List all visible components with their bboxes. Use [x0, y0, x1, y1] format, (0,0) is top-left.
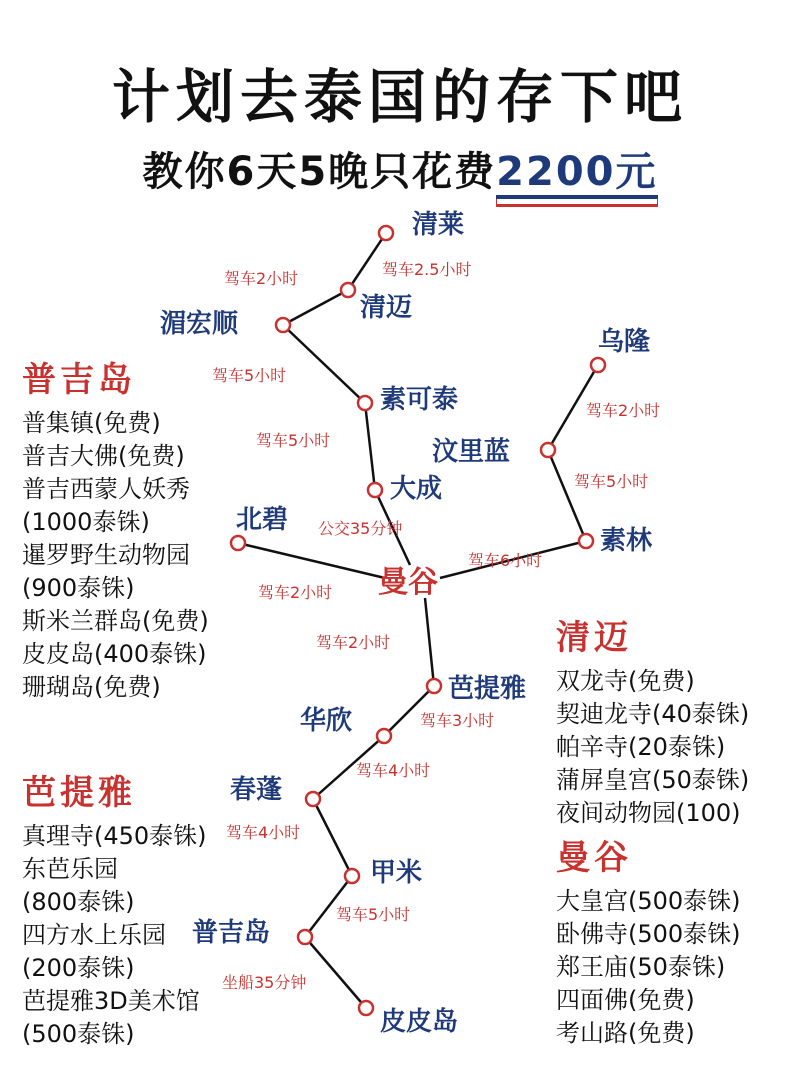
link-phuket-phiphi: [305, 937, 366, 1008]
node-sukhothai: [358, 396, 372, 410]
city-label-phuket: 普吉岛: [192, 918, 271, 948]
edge-label-krabi-phuket: 驾车5小时: [336, 905, 411, 924]
panel-phuket: [22, 352, 209, 704]
title-part2: 的存下吧: [432, 63, 689, 131]
list-item: (900泰铢): [22, 574, 135, 602]
node-maehongson: [276, 318, 290, 332]
edge-label-phuket-phiphi: 坐船35分钟: [222, 973, 307, 992]
list-item: 蒲屏皇宫(50泰铢): [556, 766, 750, 794]
node-huahin: [377, 729, 391, 743]
link-sukhothai-ayutthaya: [365, 403, 375, 490]
panel-chiangmai: [556, 610, 749, 830]
link-maehongson-chiangmai: [283, 290, 348, 325]
list-item: (800泰铢): [22, 888, 135, 916]
panel-heading: 普吉岛: [22, 360, 136, 400]
panel-bangkok: [556, 830, 741, 1050]
city-label-bangkok: 曼谷: [378, 565, 438, 600]
edge-label-maehongson-sukhothai: 驾车5小时: [212, 366, 287, 385]
node-ubon: [591, 358, 605, 372]
title-highlight: 泰国: [303, 63, 432, 131]
city-label-surin: 素林: [600, 526, 653, 556]
edge-label-ayutthaya-bangkok: 公交35分钟: [318, 519, 403, 538]
panel-heading: 清迈: [556, 618, 632, 658]
list-item: 四方水上乐园: [22, 921, 166, 949]
subtitle-text: 教你6天5晚只花费: [142, 149, 497, 195]
city-label-sukhothai: 素可泰: [380, 385, 459, 415]
list-item: 考山路(免费): [556, 1019, 695, 1047]
list-item: 四面佛(免费): [556, 986, 695, 1014]
city-label-krabi: 甲米: [370, 858, 423, 888]
node-chiangrai: [379, 226, 393, 240]
node-phiphi: [359, 1001, 373, 1015]
list-item: 大皇宫(500泰铢): [556, 887, 741, 915]
list-item: 帕辛寺(20泰铢): [556, 733, 726, 761]
node-pattaya: [427, 679, 441, 693]
list-item: 真理寺(450泰铢): [22, 822, 207, 850]
city-label-pattaya: 芭提雅: [448, 674, 527, 704]
list-item: 皮皮岛(400泰铢): [22, 640, 207, 668]
list-item: (1000泰铢): [22, 508, 150, 536]
node-khonkaen: [541, 443, 555, 457]
node-chumphon: [306, 792, 320, 806]
city-label-huahin: 华欣: [300, 706, 353, 736]
link-maehongson-sukhothai: [283, 325, 365, 403]
list-item: 卧佛寺(500泰铢): [556, 920, 741, 948]
link-bangkok-pattaya: [425, 598, 434, 686]
list-item: 普吉西蒙人妖秀: [22, 475, 190, 503]
node-chiangmai: [341, 283, 355, 297]
edge-label-maehongson-chiangmai: 驾车2小时: [224, 269, 299, 288]
list-item: 契迪龙寺(40泰铢): [556, 700, 750, 728]
node-ayutthaya: [368, 483, 382, 497]
edge-label-buriram-bangkok: 驾车2小时: [258, 583, 333, 602]
route-links: [238, 233, 598, 1008]
node-buriram: [231, 536, 245, 550]
city-label-chiangrai: 清莱: [412, 210, 465, 240]
route-nodes: [231, 226, 605, 1015]
list-item: 普吉大佛(免费): [22, 442, 185, 470]
list-item: 夜间动物园(100): [556, 799, 741, 827]
city-label-ayutthaya: 大成: [390, 474, 443, 504]
edge-label-pattaya-huahin: 驾车3小时: [420, 711, 495, 730]
edge-label-ubon-khonkaen: 驾车2小时: [586, 401, 661, 420]
link-khonkaen-surin: [548, 450, 586, 541]
node-phuket: [298, 930, 312, 944]
panel-heading: 曼谷: [556, 838, 632, 878]
edge-label-chumphon-krabi: 驾车4小时: [226, 823, 301, 842]
subtitle-price: 2200元: [496, 149, 657, 199]
edge-label-huahin-chumphon: 驾车4小时: [356, 761, 431, 780]
city-label-phiphi: 皮皮岛: [380, 1007, 459, 1037]
node-krabi: [345, 869, 359, 883]
list-item: (200泰铢): [22, 954, 135, 982]
edge-label-chiangmai-chiangrai: 驾车2.5小时: [382, 260, 472, 279]
list-item: 斯米兰群岛(免费): [22, 607, 209, 635]
edge-label-bangkok-pattaya: 驾车2小时: [316, 633, 391, 652]
city-label-buriram: 北碧: [236, 505, 289, 535]
list-item: 普集镇(免费): [22, 409, 161, 437]
list-item: 暹罗野生动物园: [22, 541, 190, 569]
city-label-ubon: 乌隆: [598, 327, 651, 357]
city-label-chiangmai: 清迈: [360, 293, 413, 323]
list-item: 双龙寺(免费): [556, 667, 695, 695]
panel-pattaya: [22, 765, 207, 1051]
link-chumphon-krabi: [313, 799, 352, 876]
city-label-khonkaen: 汶里蓝: [432, 437, 511, 467]
city-label-maehongson: 湄宏顺: [160, 309, 239, 339]
list-item: 珊瑚岛(免费): [22, 673, 161, 701]
city-label-chumphon: 春蓬: [230, 775, 283, 805]
list-item: 芭提雅3D美术馆: [22, 987, 200, 1015]
list-item: (500泰铢): [22, 1020, 135, 1048]
edge-label-sukhothai-ayutthaya: 驾车5小时: [256, 431, 331, 450]
panel-heading: 芭提雅: [22, 773, 136, 813]
edge-label-khonkaen-surin: 驾车5小时: [574, 472, 649, 491]
list-item: 东芭乐园: [22, 855, 118, 883]
link-chiangmai-chiangrai: [348, 233, 386, 290]
node-surin: [579, 534, 593, 548]
link-buriram-bangkok: [238, 543, 385, 578]
list-item: 郑王庙(50泰铢): [556, 953, 726, 981]
edge-label-surin-bangkok: 驾车6小时: [468, 551, 543, 570]
title-part1: 计划去: [111, 63, 304, 131]
